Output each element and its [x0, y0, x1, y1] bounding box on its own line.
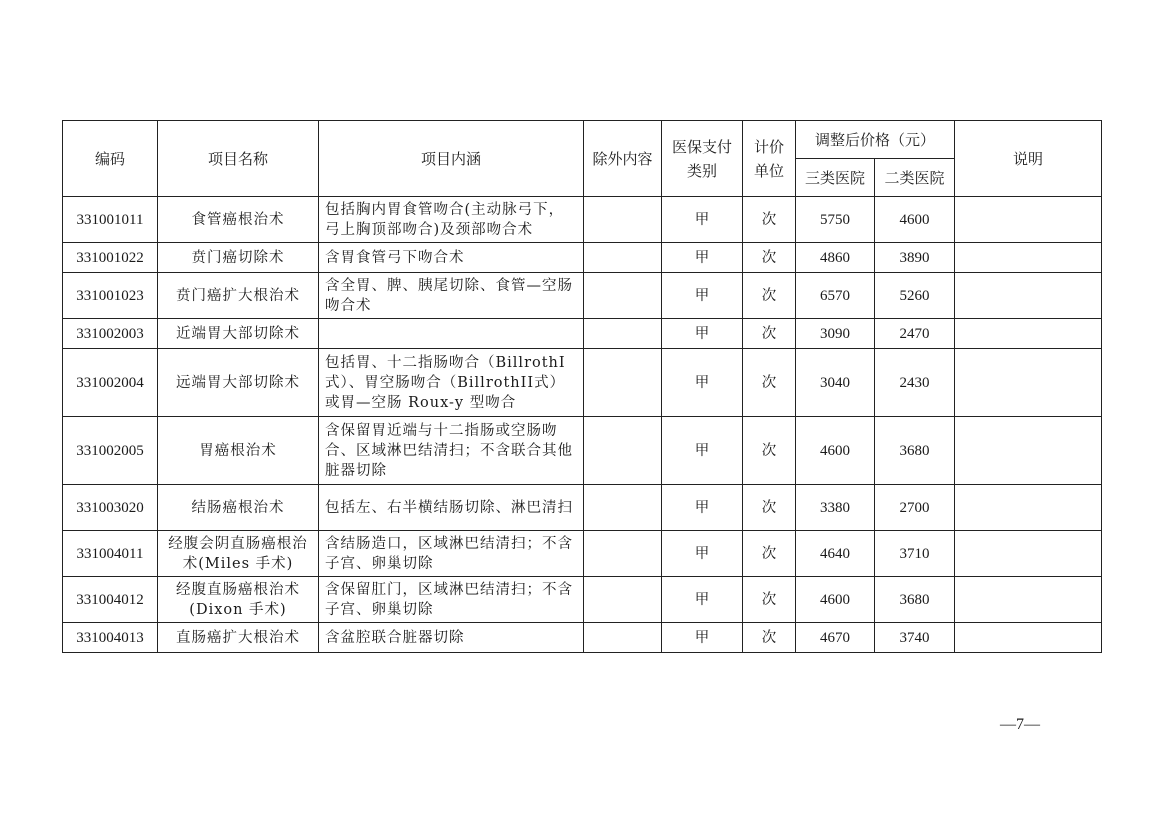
cell-insurance: 甲 [662, 273, 743, 319]
header-unit: 计价单位 [743, 121, 796, 197]
cell-unit: 次 [743, 485, 796, 531]
cell-name: 经腹会阴直肠癌根治术(Miles 手术) [158, 531, 319, 577]
cell-price-tier3: 3040 [796, 349, 875, 417]
cell-code: 331002004 [63, 349, 158, 417]
cell-content: 包括胸内胃食管吻合(主动脉弓下，弓上胸顶部吻合)及颈部吻合术 [319, 197, 584, 243]
cell-unit: 次 [743, 273, 796, 319]
cell-content: 含盆腔联合脏器切除 [319, 623, 584, 653]
cell-content: 含胃食管弓下吻合术 [319, 243, 584, 273]
cell-price-tier3: 4640 [796, 531, 875, 577]
cell-price-tier2: 5260 [875, 273, 955, 319]
header-price-group: 调整后价格（元） [796, 121, 955, 159]
header-note: 说明 [955, 121, 1102, 197]
cell-price-tier2: 2700 [875, 485, 955, 531]
cell-unit: 次 [743, 349, 796, 417]
cell-unit: 次 [743, 531, 796, 577]
cell-content: 含全胃、脾、胰尾切除、食管—空肠吻合术 [319, 273, 584, 319]
table-body [63, 197, 1102, 653]
cell-price-tier3: 3380 [796, 485, 875, 531]
header-insurance: 医保支付类别 [662, 121, 743, 197]
table-row [63, 243, 1102, 273]
cell-name: 经腹直肠癌根治术(Dixon 手术) [158, 577, 319, 623]
cell-price-tier3: 3090 [796, 319, 875, 349]
table-row [63, 623, 1102, 653]
cell-name: 结肠癌根治术 [158, 485, 319, 531]
cell-note [955, 531, 1102, 577]
cell-exclusion [584, 197, 662, 243]
cell-price-tier2: 3680 [875, 577, 955, 623]
table-row [63, 319, 1102, 349]
cell-code: 331004012 [63, 577, 158, 623]
cell-code: 331001011 [63, 197, 158, 243]
cell-exclusion [584, 485, 662, 531]
cell-price-tier2: 3680 [875, 417, 955, 485]
cell-note [955, 577, 1102, 623]
cell-price-tier3: 4600 [796, 417, 875, 485]
cell-exclusion [584, 623, 662, 653]
cell-exclusion [584, 243, 662, 273]
header-name: 项目名称 [158, 121, 319, 197]
table-row [63, 417, 1102, 485]
cell-note [955, 623, 1102, 653]
cell-content: 含保留胃近端与十二指肠或空肠吻合、区域淋巴结清扫；不含联合其他脏器切除 [319, 417, 584, 485]
cell-content: 含保留肛门，区域淋巴结清扫；不含子宫、卵巢切除 [319, 577, 584, 623]
header-exclusion: 除外内容 [584, 121, 662, 197]
cell-unit: 次 [743, 243, 796, 273]
table-row [63, 273, 1102, 319]
price-table [62, 120, 1102, 653]
cell-price-tier2: 4600 [875, 197, 955, 243]
cell-insurance: 甲 [662, 485, 743, 531]
cell-insurance: 甲 [662, 531, 743, 577]
cell-name: 贲门癌扩大根治术 [158, 273, 319, 319]
header-tier3: 三类医院 [796, 159, 875, 197]
cell-unit: 次 [743, 577, 796, 623]
page-number: —7— [1000, 716, 1040, 733]
cell-note [955, 197, 1102, 243]
table-row [63, 197, 1102, 243]
cell-code: 331002005 [63, 417, 158, 485]
cell-insurance: 甲 [662, 197, 743, 243]
cell-exclusion [584, 417, 662, 485]
header-content: 项目内涵 [319, 121, 584, 197]
cell-insurance: 甲 [662, 577, 743, 623]
cell-note [955, 273, 1102, 319]
cell-price-tier3: 4670 [796, 623, 875, 653]
cell-exclusion [584, 349, 662, 417]
table-row [63, 577, 1102, 623]
cell-price-tier2: 3890 [875, 243, 955, 273]
cell-insurance: 甲 [662, 349, 743, 417]
cell-code: 331004013 [63, 623, 158, 653]
cell-unit: 次 [743, 417, 796, 485]
cell-insurance: 甲 [662, 243, 743, 273]
table-row [63, 531, 1102, 577]
cell-price-tier2: 2470 [875, 319, 955, 349]
table-row [63, 485, 1102, 531]
cell-content: 含结肠造口，区域淋巴结清扫；不含子宫、卵巢切除 [319, 531, 584, 577]
cell-code: 331003020 [63, 485, 158, 531]
cell-exclusion [584, 319, 662, 349]
cell-code: 331001022 [63, 243, 158, 273]
cell-note [955, 485, 1102, 531]
cell-insurance: 甲 [662, 319, 743, 349]
cell-code: 331004011 [63, 531, 158, 577]
cell-content [319, 319, 584, 349]
cell-note [955, 349, 1102, 417]
cell-insurance: 甲 [662, 417, 743, 485]
cell-price-tier2: 3710 [875, 531, 955, 577]
cell-exclusion [584, 531, 662, 577]
cell-unit: 次 [743, 319, 796, 349]
cell-code: 331001023 [63, 273, 158, 319]
cell-name: 直肠癌扩大根治术 [158, 623, 319, 653]
cell-unit: 次 [743, 623, 796, 653]
cell-name: 食管癌根治术 [158, 197, 319, 243]
cell-content: 包括胃、十二指肠吻合（BillrothI式）、胃空肠吻合（BillrothII式）或胃—空肠 Roux-y 型吻合 [319, 349, 584, 417]
cell-unit: 次 [743, 197, 796, 243]
cell-note [955, 243, 1102, 273]
cell-content: 包括左、右半横结肠切除、淋巴清扫 [319, 485, 584, 531]
cell-price-tier2: 3740 [875, 623, 955, 653]
cell-price-tier3: 5750 [796, 197, 875, 243]
header-code: 编码 [63, 121, 158, 197]
table-row [63, 349, 1102, 417]
cell-insurance: 甲 [662, 623, 743, 653]
header-tier2: 二类医院 [875, 159, 955, 197]
cell-price-tier3: 4600 [796, 577, 875, 623]
cell-price-tier3: 6570 [796, 273, 875, 319]
cell-name: 贲门癌切除术 [158, 243, 319, 273]
cell-name: 远端胃大部切除术 [158, 349, 319, 417]
cell-code: 331002003 [63, 319, 158, 349]
cell-exclusion [584, 577, 662, 623]
cell-price-tier3: 4860 [796, 243, 875, 273]
cell-name: 近端胃大部切除术 [158, 319, 319, 349]
cell-name: 胃癌根治术 [158, 417, 319, 485]
cell-price-tier2: 2430 [875, 349, 955, 417]
cell-note [955, 319, 1102, 349]
cell-exclusion [584, 273, 662, 319]
cell-note [955, 417, 1102, 485]
